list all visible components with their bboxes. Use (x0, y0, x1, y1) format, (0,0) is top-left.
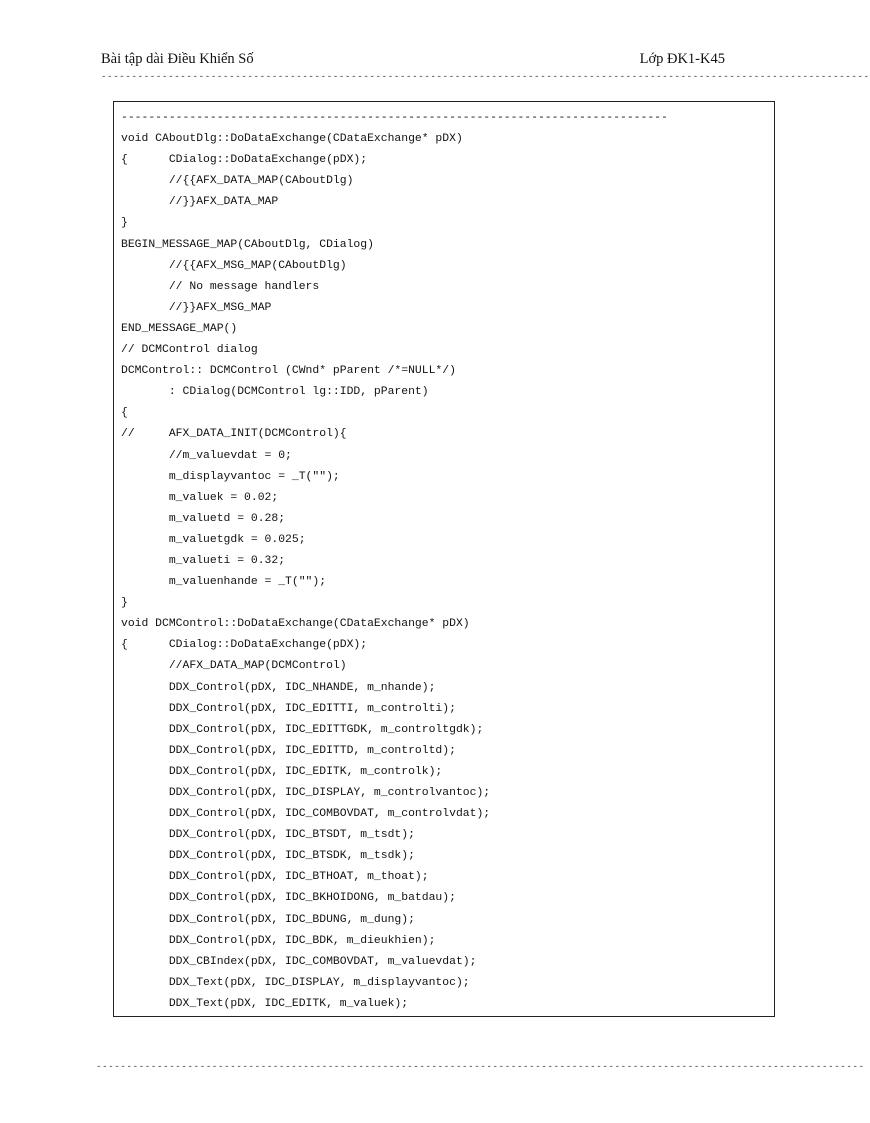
code-line: DDX_Control(pDX, IDC_BTSDK, m_tsdk); (121, 850, 415, 863)
code-line: DDX_Control(pDX, IDC_EDITTGDK, m_controltgdk); (121, 723, 484, 736)
code-line: m_displayvantoc = _T(""); (121, 470, 340, 483)
code-line: void CAboutDlg::DoDataExchange(CDataExchange* pDX) (121, 133, 463, 146)
footer-divider: ------------------------------------------------------------------------------------------------------------------------------ (96, 1062, 865, 1072)
code-line: //{{AFX_DATA_MAP(CAboutDlg) (121, 175, 354, 188)
code-line: DDX_Control(pDX, IDC_NHANDE, m_nhande); (121, 681, 436, 694)
code-line: //{{AFX_MSG_MAP(CAboutDlg) (121, 259, 347, 272)
code-line: m_valuek = 0.02; (121, 491, 279, 504)
code-line: DDX_Control(pDX, IDC_EDITTD, m_controltd); (121, 744, 456, 757)
code-listing-box (113, 101, 775, 1017)
code-line: { (121, 407, 128, 420)
code-line: : CDialog(DCMControl lg::IDD, pParent) (121, 386, 429, 399)
code-line: DDX_Control(pDX, IDC_BKHOIDONG, m_batdau); (121, 892, 456, 905)
code-line: DDX_Control(pDX, IDC_BTSDT, m_tsdt); (121, 829, 415, 842)
code-line: DCMControl:: DCMControl (CWnd* pParent /*=NULL*/) (121, 365, 456, 378)
code-line: // DCMControl dialog (121, 344, 258, 357)
code-line: DDX_Control(pDX, IDC_BDUNG, m_dung); (121, 913, 415, 926)
code-line: //AFX_DATA_MAP(DCMControl) (121, 660, 347, 673)
code-line: DDX_Control(pDX, IDC_BTHOAT, m_thoat); (121, 871, 429, 884)
code-line: m_valueti = 0.32; (121, 554, 286, 567)
code-line: //}}AFX_DATA_MAP (121, 196, 279, 209)
code-line: DDX_Control(pDX, IDC_DISPLAY, m_controlvantoc); (121, 787, 491, 799)
code-line: //}}AFX_MSG_MAP (121, 301, 272, 314)
header-course-title: Bài tập dài Điều Khiển Số (101, 51, 254, 67)
code-line: m_valuetd = 0.28; (121, 512, 286, 525)
header-class-name: Lớp ĐK1-K45 (639, 51, 725, 67)
page-header (101, 51, 725, 71)
code-line: -------------------------------------------------------------------------------- (121, 112, 668, 124)
code-line: DDX_Control(pDX, IDC_COMBOVDAT, m_controlvdat); (121, 808, 491, 821)
code-line: BEGIN_MESSAGE_MAP(CAboutDlg, CDialog) (121, 238, 374, 251)
code-line: DDX_Text(pDX, IDC_EDITK, m_valuek); (121, 997, 409, 1010)
code-line: m_valuetgdk = 0.025; (121, 533, 306, 546)
code-line: // No message handlers (121, 280, 320, 293)
code-line: //m_valuevdat = 0; (121, 449, 292, 462)
code-line: } (121, 597, 128, 610)
header-divider: ------------------------------------------------------------------------------------------------------------------------------ (101, 72, 870, 82)
code-line: { CDialog::DoDataExchange(pDX); (121, 639, 368, 652)
code-line: DDX_Control(pDX, IDC_BDK, m_dieukhien); (121, 934, 436, 947)
code-line: DDX_CBIndex(pDX, IDC_COMBOVDAT, m_valuevdat); (121, 955, 477, 968)
code-line: // AFX_DATA_INIT(DCMControl){ (121, 428, 347, 441)
code-line: } (121, 217, 128, 230)
code-line: DDX_Control(pDX, IDC_EDITTI, m_controlti); (121, 702, 456, 715)
code-line: void DCMControl::DoDataExchange(CDataExchange* pDX) (121, 618, 470, 631)
code-listing (121, 108, 770, 1015)
code-line: DDX_Control(pDX, IDC_EDITK, m_controlk); (121, 765, 443, 778)
code-line: END_MESSAGE_MAP() (121, 322, 238, 335)
code-line: { CDialog::DoDataExchange(pDX); (121, 154, 368, 167)
code-line: DDX_Text(pDX, IDC_DISPLAY, m_displayvantoc); (121, 976, 470, 989)
code-line: m_valuenhande = _T(""); (121, 576, 327, 589)
